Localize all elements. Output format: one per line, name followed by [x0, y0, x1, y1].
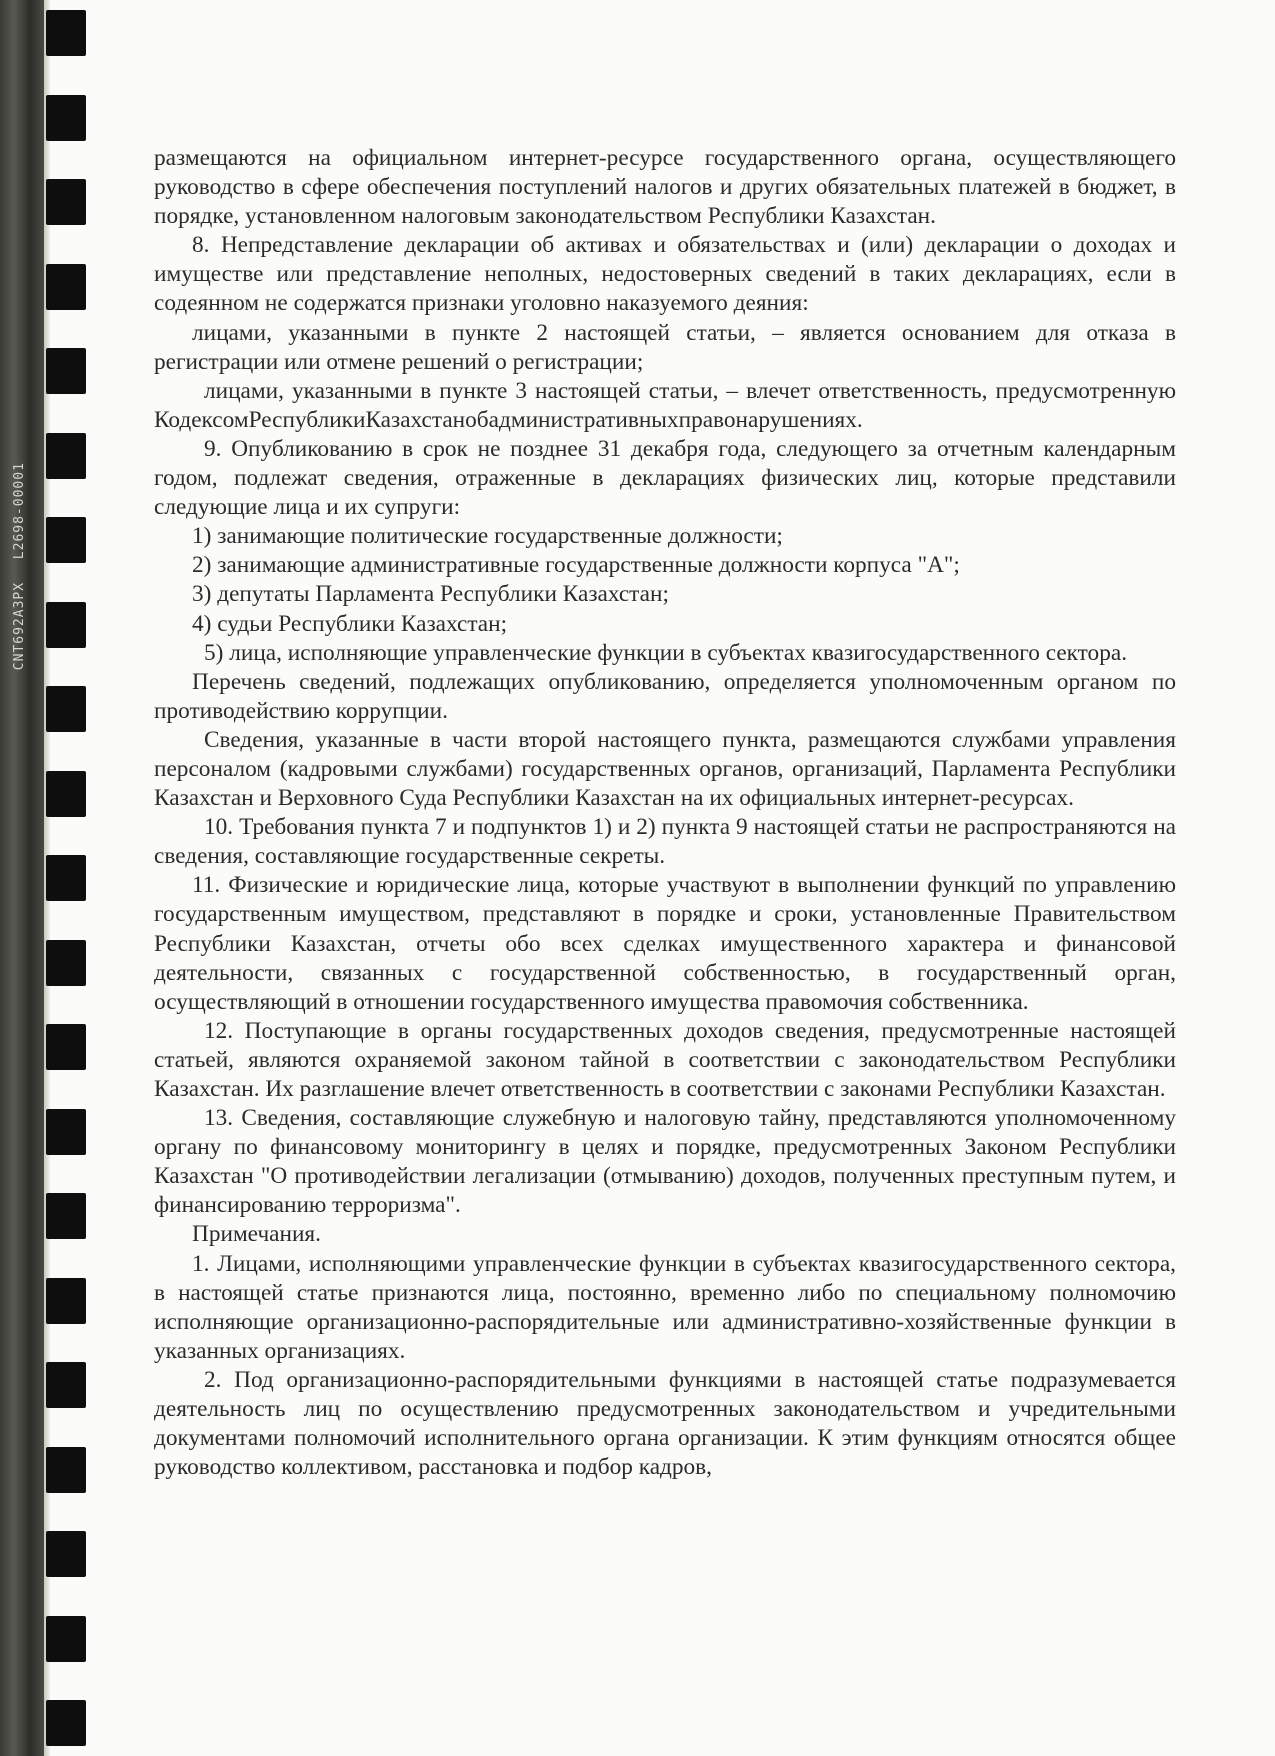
list-item-4: 4) судьи Республики Казахстан; — [192, 610, 508, 637]
paragraph-13: 13. Сведения, составляющие служебную и налоговую тайну, представляются уполномоченному органу по финансовому мониторингу в целях и порядке, предусмотренных Законом Республики Казахстан "О противодействии легализации (отмыванию) доходов, полученных преступным путем, и финансированию терроризма". — [154, 1105, 1176, 1219]
list-item-1: 1) занимающие политические государственные должности; — [192, 523, 783, 550]
paragraph-10: 10. Требования пункта 7 и подпунктов 1) и 2) пункта 9 настоящей статьи не распространяются на сведения, составляющие государственные секреты. — [154, 814, 1176, 870]
scanner-code-left: CNT692A3PX — [12, 581, 27, 671]
binding-hole — [46, 686, 86, 732]
paragraph-8-sub-1: лицами, указанными в пункте 2 настоящей статьи, – является основанием для отказа в регистрации или отмене решений о регистрации; — [154, 319, 1176, 375]
binding-hole — [46, 1109, 86, 1155]
notes-heading: Примечания. — [192, 1221, 321, 1248]
paragraph-8-sub-2: лицами, указанными в пункте 3 настоящей статьи, – влечет ответственность, предусмотренную КодексомРеспубликиКазахстанобадминистративныхправонарушениях. — [154, 377, 1176, 433]
binding-hole — [46, 1193, 86, 1239]
note-2: 2. Под организационно-распорядительными функциями в настоящей статье подразумевается деятельность лиц по осуществлению предусмотренных законодательством и учредительными документами полномочий исполнительного органа организации. К этим функциям относятся общее руководство коллективом, расстановка и подбор кадров, — [154, 1366, 1176, 1481]
binding-hole — [46, 602, 86, 648]
scanner-code-right: L2698-00001 — [12, 462, 27, 560]
binding-holes — [46, 0, 88, 1756]
binding-hole — [46, 1700, 86, 1746]
binding-hole — [46, 1447, 86, 1493]
paragraph-12: 12. Поступающие в органы государственных доходов сведения, предусмотренные настоящей статьей, являются охраняемой законом тайной в соответствии с законодательством Республики Казахстан. Их разглашение влечет ответственность в соответствии с законами Республики Казахстан. — [154, 1017, 1176, 1102]
list-item-2: 2) занимающие административные государственные должности корпуса "А"; — [192, 552, 960, 579]
paragraph-continuation: размещаются на официальном интернет-ресурсе государственного органа, осуществляющего руководство в сфере обеспечения поступлений налогов и других обязательных платежей в бюджет, в порядке, установленном налоговым законодательством Республики Казахстан. — [154, 145, 1176, 230]
binding-hole — [46, 95, 86, 141]
binding-hole — [46, 940, 86, 986]
binding-hole — [46, 1362, 86, 1408]
binding-hole — [46, 433, 86, 479]
binding-hole — [46, 10, 86, 56]
binding-hole — [46, 1616, 86, 1662]
binding-hole — [46, 348, 86, 394]
list-item-3: 3) депутаты Парламента Республики Казахстан; — [192, 581, 669, 608]
binder-strip — [0, 0, 44, 1756]
document-body — [154, 144, 1176, 1482]
paragraph-8: 8. Непредставление декларации об активах и обязательствах и (или) декларации о доходах и имуществе или представление неполных, недостоверных сведений в таких декларациях, если в содеянном не содержатся признаки уголовно наказуемого деяния: — [154, 232, 1176, 317]
binding-hole — [46, 1024, 86, 1070]
binding-hole — [46, 179, 86, 225]
paragraph-9-part-3: Сведения, указанные в части второй настоящего пункта, размещаются службами управления персоналом (кадровыми службами) государственных органов, организаций, Парламента Республики Казахстан и Верховного Суда Республики Казахстан на их официальных интернет-ресурсах. — [154, 726, 1176, 812]
scanner-code — [12, 462, 27, 684]
paragraph-9-part-2: Перечень сведений, подлежащих опубликованию, определяется уполномоченным органом по противодействию коррупции. — [154, 668, 1176, 724]
paragraph-9: 9. Опубликованию в срок не позднее 31 декабря года, следующего за отчетным календарным годом, подлежат сведения, отраженные в декларациях физических лиц, которые представили следующие лица и их супруги: — [154, 435, 1176, 521]
paragraph-11: 11. Физические и юридические лица, которые участвуют в выполнении функций по управлению государственным имуществом, представляют в порядке и сроки, установленные Правительством Республики Казахстан, отчеты обо всех сделках имущественного характера и финансовой деятельности, связанных с государственной собственностью, в государственный орган, осуществляющий в отношении государственного имущества правомочия собственника. — [154, 872, 1176, 1015]
binding-hole — [46, 1278, 86, 1324]
binding-hole — [46, 264, 86, 310]
note-1: 1. Лицами, исполняющими управленческие функции в субъектах квазигосударственного сектора, в настоящей статье признаются лица, постоянно, временно либо по специальному полномочию исполняющие организационно-распорядительные или административно-хозяйственные функции в указанных организациях. — [154, 1250, 1176, 1364]
binding-hole — [46, 1531, 86, 1577]
binding-hole — [46, 771, 86, 817]
binding-hole — [46, 517, 86, 563]
binding-hole — [46, 855, 86, 901]
list-item-5: 5) лица, исполняющие управленческие функции в субъектах квазигосударственного сектора. — [204, 639, 1128, 666]
